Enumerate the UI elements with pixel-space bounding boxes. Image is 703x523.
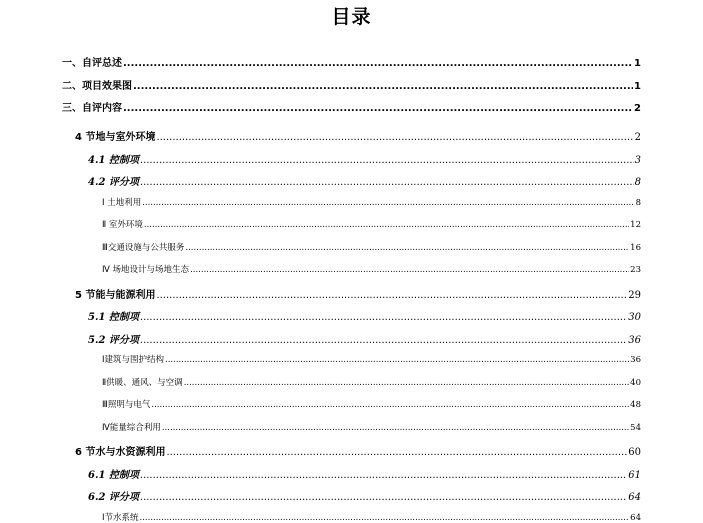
toc-entry-page: 1 bbox=[634, 58, 641, 69]
toc-entry[interactable] bbox=[88, 151, 641, 166]
dot-leader bbox=[123, 58, 633, 69]
dot-leader bbox=[140, 335, 627, 346]
toc-entry-label: 6.1 控制项 bbox=[88, 470, 139, 481]
toc-entry-page: 64 bbox=[628, 492, 641, 503]
toc-entry[interactable] bbox=[88, 308, 641, 323]
dot-leader bbox=[123, 103, 633, 114]
toc-entry-label: 4 节地与室外环境 bbox=[75, 132, 156, 143]
dot-leader bbox=[165, 355, 629, 365]
dot-leader bbox=[156, 132, 633, 143]
toc-entry-label: 一、自评总述 bbox=[62, 58, 122, 69]
dot-leader bbox=[166, 447, 627, 458]
toc-entry[interactable] bbox=[75, 286, 641, 301]
toc-entry-page: 36 bbox=[630, 355, 641, 365]
toc-entry-page: 36 bbox=[628, 335, 641, 346]
toc-entry-page: 30 bbox=[628, 312, 641, 323]
page-title: 目录 bbox=[331, 6, 372, 28]
toc-entry-page: 8 bbox=[635, 198, 641, 208]
dot-leader bbox=[185, 243, 629, 253]
toc-entry-label: Ⅱ供暖、通风、与空调 bbox=[102, 378, 183, 388]
toc-entry-page: 8 bbox=[634, 177, 641, 188]
toc-entry[interactable] bbox=[102, 196, 641, 208]
toc-entry-page: 16 bbox=[630, 243, 641, 253]
dot-leader bbox=[140, 177, 634, 188]
toc-entry-label: Ⅰ建筑与围护结构 bbox=[102, 355, 165, 365]
toc-entry-page: 61 bbox=[628, 470, 641, 481]
dot-leader bbox=[140, 312, 627, 323]
toc-entry[interactable] bbox=[102, 353, 641, 365]
toc-entry-label: Ⅲ照明与电气 bbox=[102, 400, 151, 410]
toc-entry[interactable] bbox=[102, 218, 641, 230]
toc-entry-label: 6.2 评分项 bbox=[88, 492, 139, 503]
toc-entry[interactable] bbox=[88, 173, 641, 188]
toc-entry-label: 二、项目效果图 bbox=[62, 81, 132, 92]
toc-entry[interactable] bbox=[88, 466, 641, 481]
toc-entry[interactable] bbox=[75, 443, 641, 458]
dot-leader bbox=[140, 470, 627, 481]
toc-entry-page: 29 bbox=[628, 290, 641, 301]
dot-leader bbox=[184, 378, 629, 388]
toc-entry-page: 60 bbox=[628, 447, 641, 458]
toc-entry[interactable] bbox=[102, 263, 641, 275]
toc-entry-label: Ⅳ 场地设计与场地生态 bbox=[102, 265, 190, 275]
toc-entry-page: 3 bbox=[634, 155, 641, 166]
toc-entry[interactable] bbox=[102, 398, 641, 410]
toc-entry-label: Ⅰ节水系统 bbox=[102, 513, 139, 523]
toc-entry-label: 5 节能与能源利用 bbox=[75, 290, 156, 301]
toc-entry[interactable] bbox=[62, 99, 641, 114]
toc-entry-label: 4.2 评分项 bbox=[88, 177, 139, 188]
dot-leader bbox=[140, 492, 627, 503]
toc-entry-label: 5.1 控制项 bbox=[88, 312, 139, 323]
toc-entry-label: Ⅱ 室外环境 bbox=[102, 220, 143, 230]
toc-entry[interactable] bbox=[102, 241, 641, 253]
toc-entry-page: 2 bbox=[634, 103, 641, 114]
toc-entry[interactable] bbox=[75, 128, 641, 143]
dot-leader bbox=[140, 155, 634, 166]
toc-entry-label: 5.2 评分项 bbox=[88, 335, 139, 346]
toc-entry-page: 64 bbox=[630, 513, 641, 523]
toc-entry-page: 48 bbox=[630, 400, 641, 410]
dot-leader bbox=[133, 81, 633, 92]
toc-entry[interactable] bbox=[62, 54, 641, 69]
toc-entry-label: Ⅰ 土地利用 bbox=[102, 198, 142, 208]
toc-entry[interactable] bbox=[102, 421, 641, 433]
toc-entry[interactable] bbox=[102, 376, 641, 388]
toc-entry-page: 23 bbox=[630, 265, 641, 275]
toc-entry[interactable] bbox=[62, 77, 641, 92]
toc-entry-page: 12 bbox=[630, 220, 641, 230]
toc-entry-label: Ⅲ交通设施与公共服务 bbox=[102, 243, 185, 253]
toc-entry-page: 54 bbox=[630, 423, 641, 433]
toc-entry[interactable] bbox=[88, 331, 641, 346]
toc-entry[interactable] bbox=[102, 511, 641, 523]
dot-leader bbox=[144, 220, 629, 230]
dot-leader bbox=[190, 265, 629, 275]
dot-leader bbox=[162, 423, 629, 433]
toc-entry-label: 6 节水与水资源利用 bbox=[75, 447, 166, 458]
toc-entry-page: 2 bbox=[634, 132, 641, 143]
dot-leader bbox=[142, 198, 634, 208]
toc-entry-label: 4.1 控制项 bbox=[88, 155, 139, 166]
toc-entry-page: 1 bbox=[634, 81, 641, 92]
toc-entry-page: 40 bbox=[630, 378, 641, 388]
dot-leader bbox=[156, 290, 627, 301]
toc-entry[interactable] bbox=[88, 488, 641, 503]
toc-entry-label: Ⅳ能量综合利用 bbox=[102, 423, 161, 433]
toc-entry-label: 三、自评内容 bbox=[62, 103, 122, 114]
dot-leader bbox=[151, 400, 629, 410]
dot-leader bbox=[140, 513, 630, 523]
